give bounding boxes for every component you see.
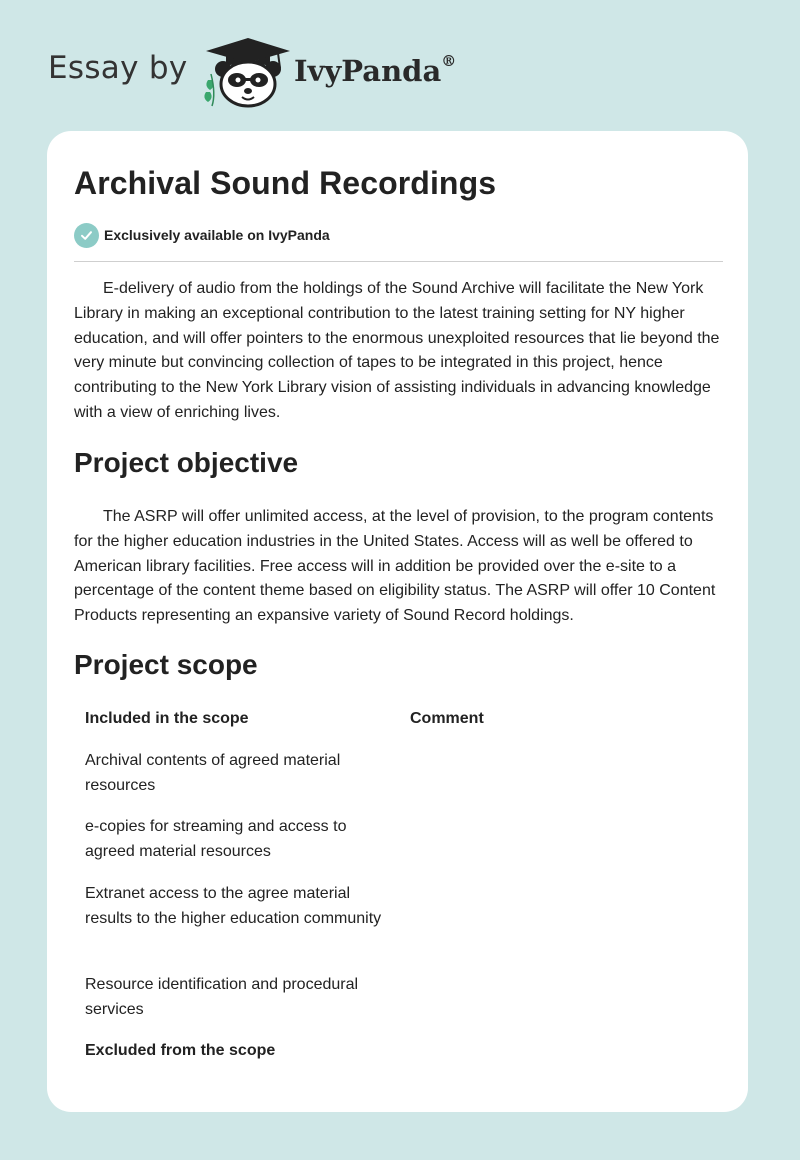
objective-paragraph: The ASRP will offer unlimited access, at the level of provision, to the program contents for the higher education industries in the United States. Access will as well be offered to American library facilities. Free access will in addition be provided over the e-site to a percentage of the content theme based on eligibility status. The ASRP will offer 10 Content Products representing an expansive variety of Sound Record holdings. [74,508,716,625]
comment-column-header: Comment [410,710,484,727]
essay-by-label: Essay by [48,50,188,86]
scope-row: Extranet access to the agree material results to the higher education community [85,885,382,927]
intro-paragraph: E-delivery of audio from the holdings of the Sound Archive will facilitate the New York Library in making an exceptional contribution to the latest training setting for NY higher education, and will offer pointers to the enormous unexploited resources that lie beyond the very minute but convincing collection of tapes to be integrated in this project, hence contributing to the New York Library vision of assisting individuals in advancing knowledge with a view of enriching lives. [74,280,720,421]
scope-row: e-copies for streaming and access to agreed material resources [85,818,347,860]
exclusive-badge [74,222,330,248]
article-title: Archival Sound Recordings [74,165,497,201]
article-card [47,131,748,1112]
scope-heading: Project scope [74,649,258,680]
objective-heading: Project objective [74,447,299,478]
scope-row: Resource identification and procedural services [85,976,359,1018]
checkmark-icon [74,223,99,248]
brand-name[interactable]: IvyPanda® [294,52,457,88]
site-header [0,0,800,130]
scope-row: Archival contents of agreed material resources [85,752,341,794]
title-divider [74,261,723,262]
included-column-header: Included in the scope [85,710,249,727]
registered-mark: ® [441,52,457,71]
panda-logo-icon[interactable] [202,36,294,108]
exclusive-badge-text: Exclusively available on IvyPanda [104,227,330,243]
excluded-scope-label: Excluded from the scope [85,1042,276,1059]
